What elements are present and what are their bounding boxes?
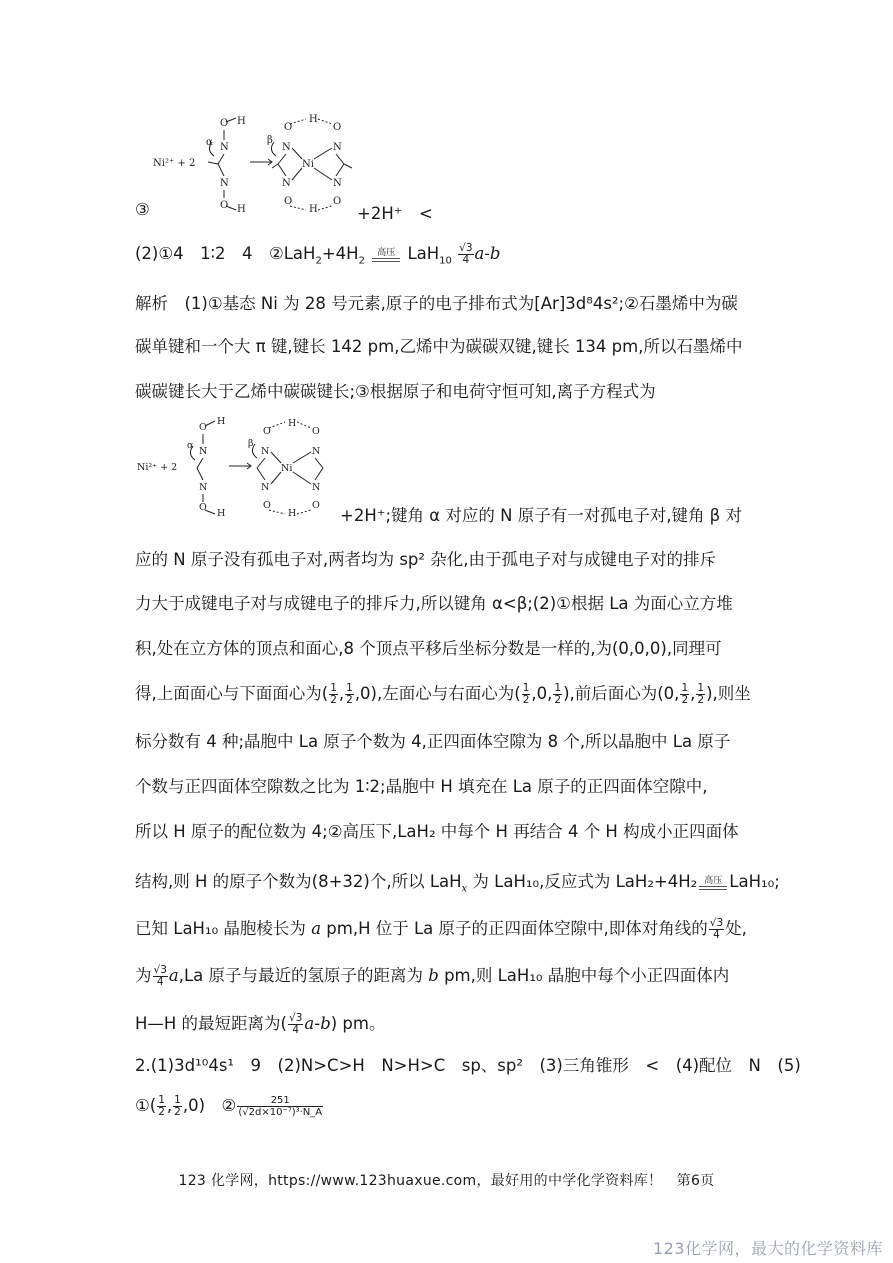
watermark: 123化学网，最大的化学资料库	[652, 1239, 883, 1258]
reaction-diagram-inline	[135, 412, 345, 520]
svg-text:N: N	[199, 446, 208, 457]
svg-text:H: H	[217, 508, 226, 519]
svg-text:O: O	[263, 426, 271, 437]
svg-text:β: β	[248, 438, 254, 449]
svg-text:N: N	[282, 142, 291, 153]
svg-text:H: H	[217, 416, 226, 427]
svg-text:O: O	[312, 500, 320, 511]
reaction-diagram-top	[150, 112, 370, 217]
ni-label: Ni²⁺ + 2	[153, 158, 196, 169]
svg-text:Ni: Ni	[302, 159, 314, 170]
svg-text:N: N	[220, 178, 229, 189]
svg-text:H: H	[309, 114, 318, 125]
svg-text:Ni²⁺ + 2: Ni²⁺ + 2	[137, 462, 178, 473]
svg-text:N: N	[261, 446, 270, 457]
analysis-line-3: 碳碳键长大于乙烯中碳碳键长;③根据原子和电荷守恒可知,离子方程式为	[135, 382, 656, 401]
svg-text:N: N	[282, 178, 291, 189]
svg-text:O: O	[199, 502, 207, 513]
analysis-line-8: 得,上面面心与下面面心为( $\frac{1}{2}$ , $\frac{1}{2}$ ,0),左面心与右面心为( $\frac{1}{2}$ ,0, $\frac{1}{2}$ ),前后面心为(0, $\frac{1}{2}$ , $\frac{1}{2}$ ),则坐	[135, 682, 751, 706]
svg-text:N: N	[220, 142, 229, 153]
svg-text:O: O	[333, 122, 342, 133]
svg-text:H: H	[288, 508, 297, 519]
svg-text:O: O	[199, 422, 207, 433]
analysis-line-11: 所以 H 原子的配位数为 4;②高压下,LaH₂ 中每个 H 再结合 4 个 H 构成小正四面体	[135, 822, 739, 841]
page-footer: 123 化学网，https://www.123huaxue.com，最好用的中学化学资料库！ 第6页	[178, 1173, 715, 1189]
analysis-line-4: +2H⁺;键角 α 对应的 N 原子有一对孤电子对,键角 β 对	[340, 506, 742, 525]
svg-text:N: N	[312, 446, 321, 457]
answer-2: (2)①4 1∶2 4 $②LaH_2+4H_2$ 高压 LaH$_{10}$ $\frac{√3}{4}$ a-b	[135, 242, 501, 267]
svg-text:N: N	[261, 482, 270, 493]
svg-text:O: O	[220, 200, 229, 211]
svg-text:H: H	[237, 204, 246, 215]
svg-text:β: β	[267, 135, 273, 146]
svg-text:H: H	[309, 204, 318, 215]
svg-text:N: N	[333, 142, 342, 153]
answer-q2-line-2: ①( $\frac{1}{2}$ , $\frac{1}{2}$ ,0) ② $\frac{251}{\text{(√2d×10⁻⁷)³·N\_A}}$	[135, 1094, 323, 1118]
svg-text:N: N	[333, 178, 342, 189]
svg-text:O: O	[333, 196, 342, 207]
svg-text:α: α	[187, 440, 194, 451]
svg-text:α: α	[206, 137, 213, 148]
svg-text:O: O	[220, 118, 229, 129]
analysis-line-15: H—H 的最短距离为( $\frac{√3}{4}$ a-b) pm。	[135, 1012, 386, 1036]
analysis-line-6: 力大于成键电子对与成键电子的排斥力,所以键角 α<β;(2)①根据 La 为面心立方堆	[135, 594, 733, 613]
svg-text:O: O	[263, 500, 271, 511]
analysis-line-5: 应的 N 原子没有孤电子对,两者均为 sp² 杂化,由于孤电子对与成键电子对的排斥	[135, 550, 716, 569]
analysis-line-13: 已知 LaH₁₀ 晶胞棱长为 a pm,H 位于 La 原子的正四面体空隙中,即体对角线的 $\frac{√3}{4}$ 处,	[135, 917, 747, 941]
svg-text:H: H	[237, 116, 246, 127]
analysis-line-9: 标分数有 4 种;晶胞中 La 原子个数为 4,正四面体空隙为 8 个,所以晶胞中 La 原子	[135, 732, 731, 751]
analysis-line-10: 个数与正四面体空隙数之比为 1∶2;晶胞中 H 填充在 La 原子的正四面体空隙中,	[135, 777, 708, 796]
svg-text:O: O	[284, 122, 293, 133]
svg-text:N: N	[199, 482, 208, 493]
analysis-line-7: 积,处在立方体的顶点和面心,8 个顶点平移后坐标分数是一样的,为(0,0,0),同理可	[135, 639, 722, 658]
analysis-line-14: 为 $\frac{√3}{4}$ a,La 原子与最近的氢原子的距离为 b pm,则 LaH₁₀ 晶胞中每个小正四面体内	[135, 964, 730, 988]
analysis-line-1: 解析 (1)①基态 Ni 为 28 号元素,原子的电子排布式为[Ar]3d⁸4s²;②石墨烯中为碳	[135, 294, 738, 313]
svg-text:N: N	[312, 482, 321, 493]
svg-text:O: O	[284, 196, 293, 207]
answer-q2-line-1: 2.(1)3d¹⁰4s¹ 9 (2)N>C>H N>H>C sp、sp² (3)三角锥形 < (4)配位 N (5)	[135, 1056, 801, 1075]
svg-text:Ni: Ni	[281, 463, 293, 474]
svg-text:O: O	[312, 426, 320, 437]
svg-text:H: H	[288, 418, 297, 429]
top-label: ③ +2H⁺ <	[135, 200, 433, 223]
analysis-line-2: 碳单键和一个大 π 键,键长 142 pm,乙烯中为碳碳双键,键长 134 pm,所以石墨烯中	[135, 337, 743, 356]
analysis-line-12: 结构,则 H 的原子个数为(8+32)个,所以 LaH$_x$ 为 LaH₁₀,反应式为 LaH₂+4H₂ 高压 LaH₁₀;	[135, 872, 780, 895]
